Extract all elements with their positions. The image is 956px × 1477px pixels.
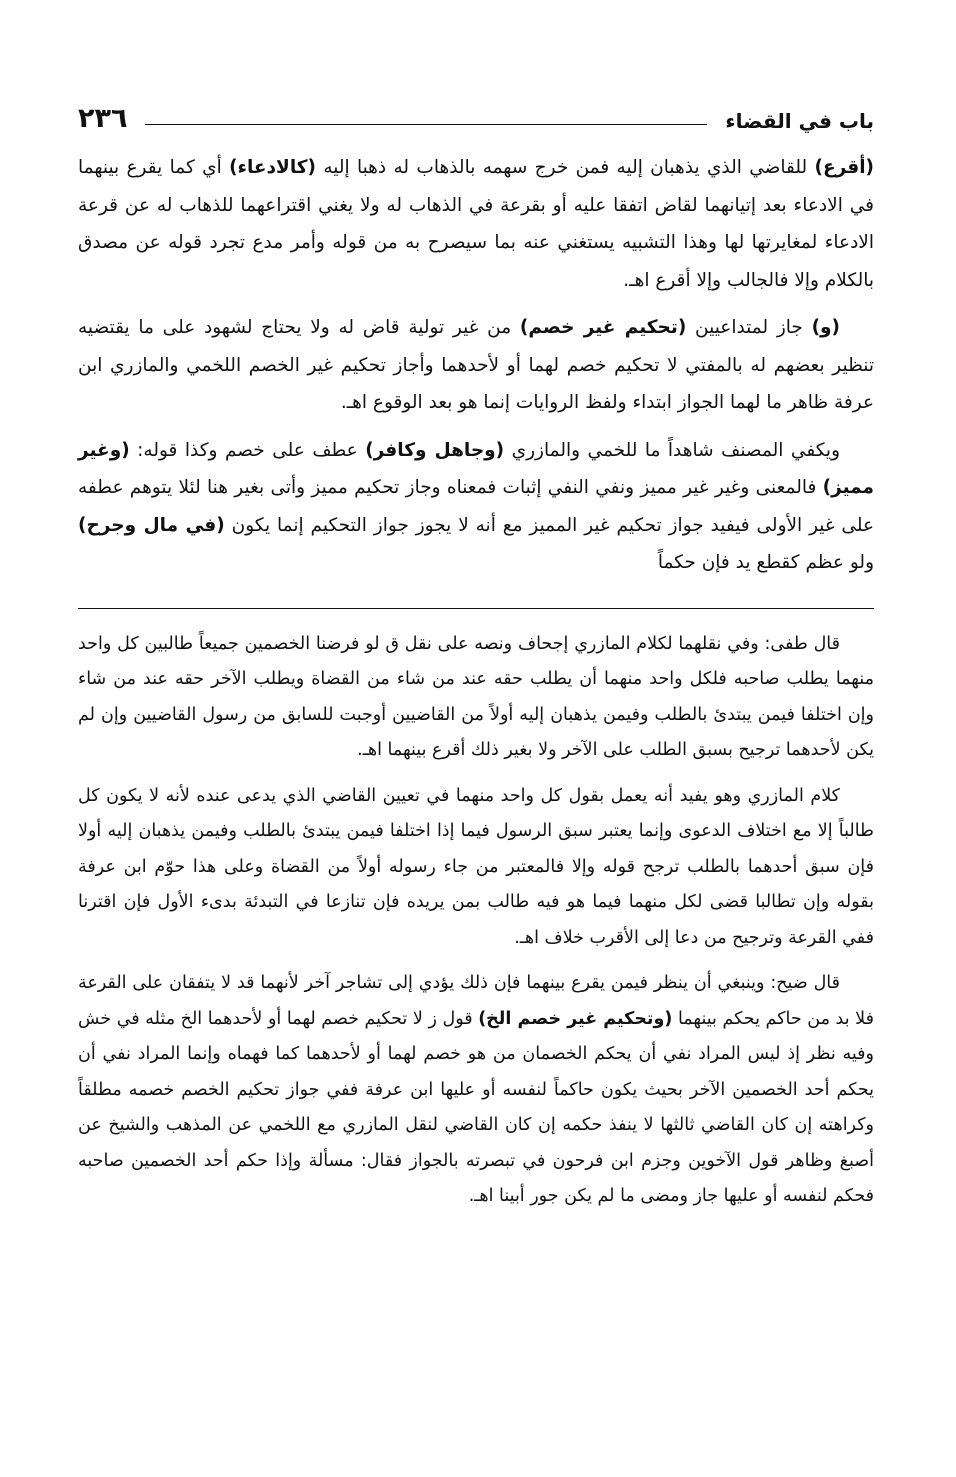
- main-paragraph-2: [78, 309, 874, 422]
- note-paragraph-1: قال طفى: وفي نقلهما لكلام المازري إجحاف ونصه على نقل ق لو فرضنا الخصمين جميعاً طالبين كل واحد منهما يطلب صاحبه فلكل واحد منهما أن يطلب حقه عند من شاء من القضاة ويطلب الآخر حقه عند من شاء وإن اختلفا فيمن يبتدئ بالطلب وفيمن يذهبان إليه أولاً من القاضيين أوجبت للسابق من رسول القاضيين وإن لم يكن لأحدهما ترجيح بسبق الطلب على الآخر ولا بغير ذلك أقرع بينهما اهـ.: [78, 633, 874, 760]
- note-paragraph-3: [78, 966, 874, 1215]
- bold-term: (وجاهل وكافر): [365, 439, 505, 461]
- main-paragraph-1: [78, 149, 874, 299]
- bold-term: (كالادعاء): [229, 157, 316, 178]
- text-run: ولو عظم كقطع يد فإن حكماً: [657, 552, 874, 573]
- text-run: أي كما يقرع بينهما في الادعاء بعد إتيانهما لقاض اتفقا عليه أو بقرعة في الذهاب له ولا يغني اقتراعهما للذهاب له عن قرعة الادعاء لمغايرتها لها وهذا التشبيه يستغني عنه بما سيصرح به من قوله وأمر مدع تجرد قوله عن مصدق بالكلام وإلا فالجالب وإلا أقرع اهـ.: [78, 157, 874, 291]
- text-run: من غير تولية قاض له ولا يحتاج لشهود على ما يقتضيه تنظير بعضهم له بالمفتي لا تحكيم خصم لهما أو لأحدهما وأجاز تحكيم غير الخصم اللخمي والمازري ابن عرفة ظاهر ما لهما الجواز ابتداء ولفظ الروايات إنما هو بعد الوقوع اهـ.: [78, 317, 874, 413]
- main-paragraph-3: [78, 432, 874, 582]
- bold-term: (وتحكيم غير خصم الخ): [478, 1008, 673, 1029]
- bold-term: (وغير مميز): [78, 439, 874, 498]
- chapter-title: باب في القضاء: [725, 109, 874, 133]
- bold-term: (تحكيم غير خصم): [519, 317, 687, 338]
- text-run: للقاضي الذي يذهبان إليه فمن خرج سهمه بالذهاب له ذهبا إليه: [316, 157, 815, 178]
- text-run: ويكفي المصنف شاهداً ما للخمي والمازري: [504, 439, 840, 461]
- page-number: ٢٣٦: [78, 103, 128, 134]
- text-run: فالمعنى وغير غير مميز ونفي النفي إثبات فمعناه وجاز تحكيم مميز وأتى بغير هنا لئلا يتوهم عطفه على غير الأولى فيفيد جواز تحكيم غير المميز مع أنه لا يجوز جواز التحكيم إنما يكون: [78, 477, 874, 536]
- text-run: جاز لمتداعيين: [686, 317, 812, 338]
- notes-section: [78, 627, 874, 1215]
- bold-term: (في مال وجرح): [78, 514, 225, 536]
- text-run: قال ضيح: وينبغي أن ينظر فيمن يقرع بينهما فإن ذلك يؤدي إلى تشاجر آخر لأنهما قد لا يتفقان على القرعة فلا بد من حاكم يحكم بينهما: [78, 973, 874, 1029]
- note-paragraph-2: كلام المازري وهو يفيد أنه يعمل بقول كل واحد منهما في تعيين القاضي الذي يدعى عنده لأنه لا يكون كل طالباً إلا مع اختلاف الدعوى وإنما يعتبر سبق الرسول فيما إذا اختلفا فيمن يبتدئ بالطلب وفيمن يذهبان إليه أولا فإن سبق أحدهما بالطلب ترجح قوله وإلا فالمعتبر من جاء رسوله أولاً من القضاة وعلى هذا حوّم ابن عرفة بقوله وإن تطالبا قضى لكل منهما فيما هو فيه طالب بمن يريده فإن تنازعا في التبدئة بدىء الأول فإن اقترنا ففي القرعة وترجيح من دعا إلى الأقرب خلاف اهـ.: [78, 785, 874, 948]
- text-run: عطف على خصم وكذا قوله:: [129, 439, 366, 461]
- header-rule: [145, 124, 707, 125]
- bold-term: (و): [811, 317, 841, 338]
- footnote-divider: [78, 608, 874, 609]
- text-run: قول ز لا تحكيم خصم لهما أو لأحدهما الخ مثله في خش وفيه نظر إذ ليس المراد نفي أن يحكم الخصمان من هو خصم لهما أو لأحدهما كما فهماه وإنما المراد نفي أن يحكم أحد الخصمين الآخر بحيث يكون حاكماً لنفسه أو عليها ابن عرفة ففي جواز تحكيم الخصم خصمه مطلقاً وكراهته إن كان القاضي ثالثها لا ينفذ حكمه إن كان القاضي لنقل المازري مع اللخمي عن المذهب والشيخ عن أصبغ وظاهر قول الآخوين وجزم ابن فرحون في تبصرته بالجواز فقال: مسألة وإذا حكم أحد الخصمين صاحبه فحكم لنفسه أو عليها جاز ومضى ما لم يكن جور أبينا اهـ.: [78, 1008, 874, 1206]
- main-text: [78, 149, 874, 582]
- bold-term: (أقرع): [814, 157, 874, 178]
- book-page: [78, 90, 874, 1410]
- page-header: [78, 90, 874, 136]
